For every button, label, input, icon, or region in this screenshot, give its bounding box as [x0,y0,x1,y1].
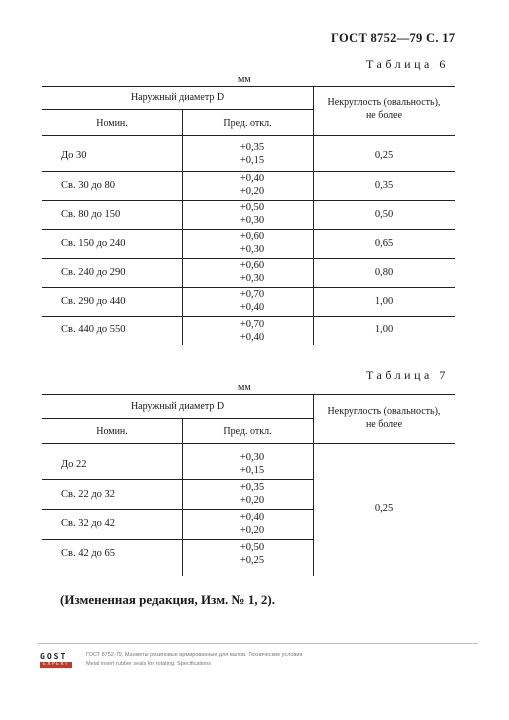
dev-lower: +0,15 [239,465,265,476]
dev-upper: +0,35 [239,142,265,153]
table7-row-deviation [212,451,292,477]
table7-header-nominal: Номин. [96,426,128,437]
dev-lower: +0,25 [239,555,265,566]
table7-col-divider-1 [182,418,183,576]
dev-lower: +0,40 [239,332,265,343]
table7-caption: Таблица 7 [366,368,449,382]
table6-top-rule [42,86,455,87]
dev-upper: +0,70 [239,319,265,330]
dev-upper: +0,50 [239,202,265,213]
footer-line-2: Metal insert rubber seals for rotating. Specifications [86,661,212,667]
table6-caption: Таблица 6 [366,57,449,71]
table6-header-ovality-sub: не более [365,110,403,121]
footer-text [86,651,302,669]
table7-header-rule [42,443,455,444]
table7-row-nominal: До 22 [61,459,87,470]
logo-bottom-text: EXPERT [40,662,72,668]
dev-upper: +0,50 [239,542,265,553]
table6-header-group: Наружный диаметр D [130,92,225,103]
table6-row-deviation [212,172,292,198]
table7-header-deviation: Пред. откл. [223,426,272,437]
footer-divider [38,643,478,644]
dev-upper: +0,35 [239,482,265,493]
table6-row-ovality: 0,65 [374,238,394,249]
gost-expert-logo [40,652,72,668]
table6-row-nominal: Св. 290 до 440 [61,296,126,307]
table7-row-deviation [212,481,292,507]
table6-row-deviation [212,318,292,344]
dev-upper: +0,70 [239,289,265,300]
table7-header-ovality: Некруглость (овальность), [327,406,441,417]
dev-lower: +0,20 [239,495,265,506]
dev-lower: +0,30 [239,273,265,284]
dev-lower: +0,30 [239,244,265,255]
table7-ovality-merged: 0,25 [374,503,394,514]
table6-row-nominal: Св. 240 до 290 [61,267,126,278]
dev-upper: +0,60 [239,231,265,242]
table6-row-ovality: 1,00 [374,296,394,307]
table7-row-nominal: Св. 22 до 32 [61,489,116,500]
table7-row-deviation [212,511,292,537]
table6-col-divider-1 [182,109,183,345]
footer-line-1: ГОСТ 8752-79, Манжеты резиновые армированные для валов. Технические условия [86,652,303,658]
table7-row-rule [42,479,313,480]
table6-row-nominal: Св. 30 до 80 [61,180,116,191]
table6-row-ovality: 0,25 [374,150,394,161]
table6-header-rule [42,135,455,136]
dev-upper: +0,40 [239,512,265,523]
dev-lower: +0,30 [239,215,265,226]
table7-header-group: Наружный диаметр D [130,401,225,412]
table7-row-deviation [212,541,292,567]
dev-lower: +0,15 [239,155,265,166]
table6-row-deviation [212,141,292,167]
table6-header-ovality: Некруглость (овальность), [327,97,441,108]
table6-row-ovality: 0,50 [374,209,394,220]
dev-upper: +0,30 [239,452,265,463]
table6-row-ovality: 1,00 [374,324,394,335]
table6-row-ovality: 0,80 [374,267,394,278]
table7-header-ovality-sub: не более [365,419,403,430]
table6-row-ovality: 0,35 [374,180,394,191]
table6-row-nominal: Св. 440 до 550 [61,324,126,335]
table6-row-nominal: Св. 80 до 150 [61,209,121,220]
dev-lower: +0,20 [239,525,265,536]
table7-unit: мм [238,382,251,393]
table6-group-rule [42,109,313,110]
table6-row-nominal: Св. 150 до 240 [61,238,126,249]
table6-row-deviation [212,259,292,285]
table6-row-nominal: До 30 [61,150,87,161]
table6-row-deviation [212,230,292,256]
table6-row-deviation [212,201,292,227]
table7-row-rule [42,509,313,510]
table7-group-rule [42,418,313,419]
table6-row-deviation [212,288,292,314]
table7-top-rule [42,394,455,395]
dev-lower: +0,40 [239,302,265,313]
table6-row-rule [42,316,455,317]
standard-page-header: ГОСТ 8752—79 С. 17 [331,31,456,45]
dev-upper: +0,40 [239,173,265,184]
revision-note: (Измененная редакция, Изм. № 1, 2). [60,592,275,607]
table7-row-nominal: Св. 42 до 65 [61,548,116,559]
dev-upper: +0,60 [239,260,265,271]
table7-row-nominal: Св. 32 до 42 [61,518,116,529]
table6-header-nominal: Номин. [96,118,128,129]
dev-lower: +0,20 [239,186,265,197]
table6-unit: мм [238,74,251,85]
table6-header-deviation: Пред. откл. [223,118,272,129]
table7-row-rule [42,539,313,540]
logo-top-text: GOST [40,652,68,661]
